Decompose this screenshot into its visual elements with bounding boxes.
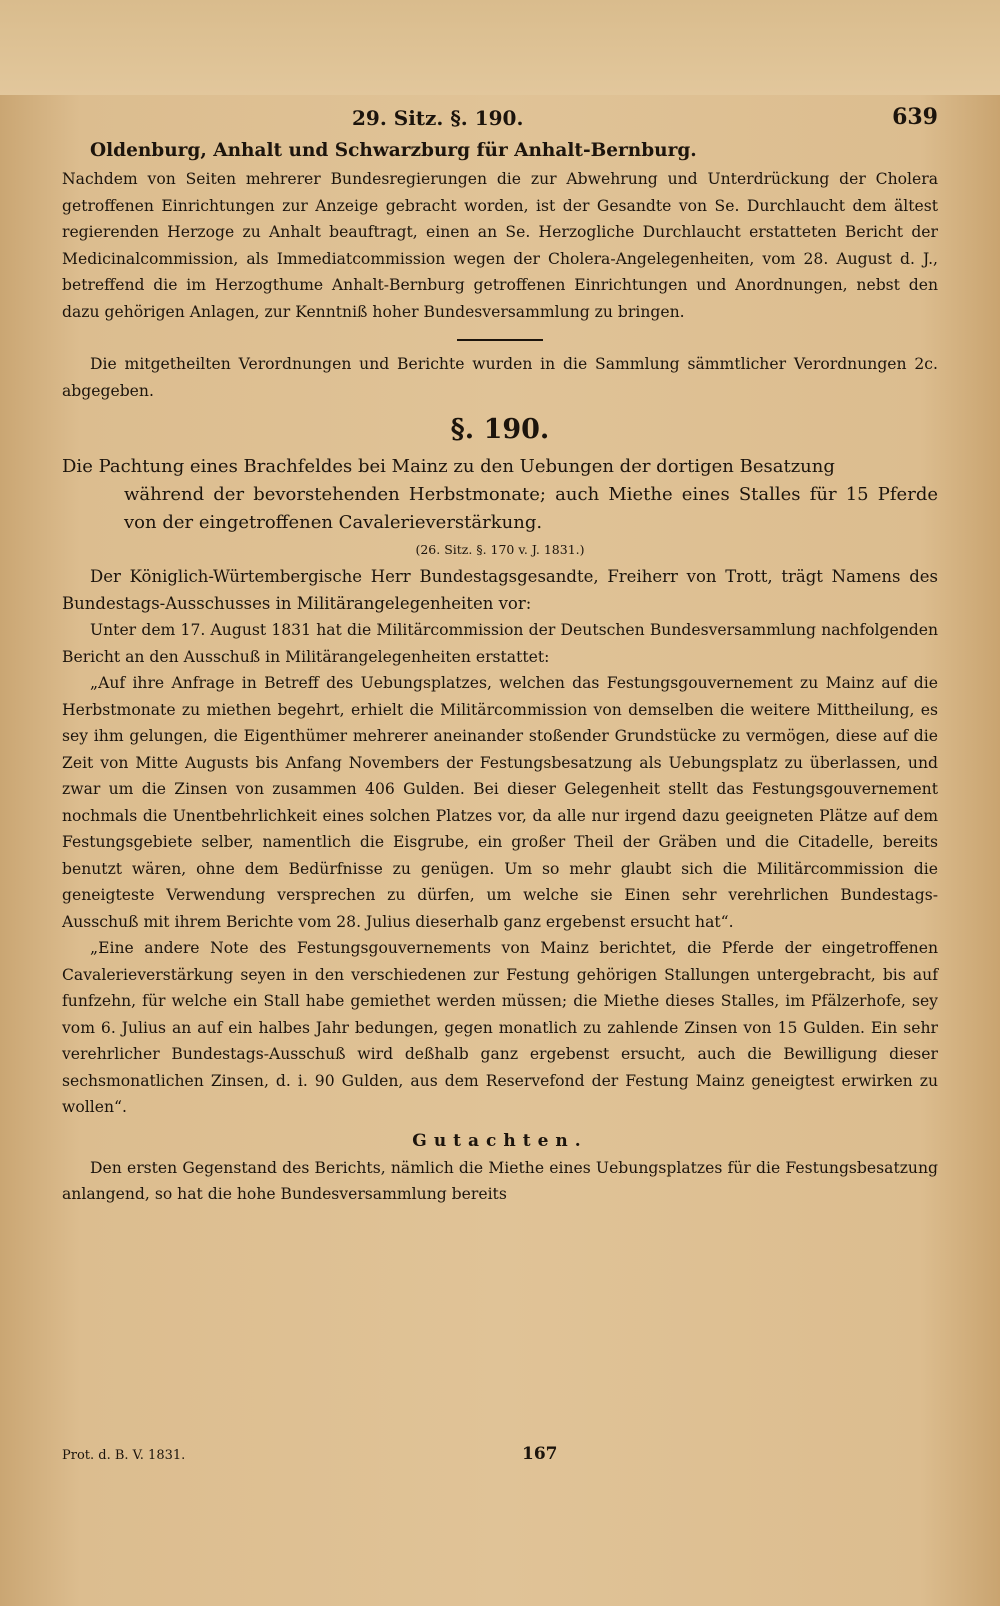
section-number: §. 190. [450, 414, 550, 445]
section-paragraph-2: „Auf ihre Anfrage in Betreff des Uebungsplatzes, welchen das Festungsgouvernement zu Mainz auf die Herbstmonate zu miethen begehrt, erhielt die Militärcommission von demselben die weitere Mittheilung, es sey ihm gelungen, die Eigenthümer mehrerer aneinander stoßender Grundstücke zu vermögen, diese auf die Zeit von Mitte Augusts bis Anfang Novembers der Festungsbesatzung als Uebungsplatz zu überlassen, und zwar um die Zinsen von zusammen 406 Gulden. Bei dieser Gelegenheit stellt das Festungsgouvernement nochmals die Unentbehrlichkeit eines solchen Platzes vor, da alle nur irgend dazu geeigneten Plätze auf dem Festungsgebiete selber, namentlich die Eisgrube, ein großer Theil der Gräben und die Citadelle, bereits benutzt wären, ohne dem Bedürfnisse zu genügen. Um so mehr glaubt sich die Militärcommission die geneigteste Verwendung versprechen zu dürfen, um welche sie Einen sehr verehrlichen Bundestags-Ausschuß mit ihrem Berichte vom 28. Julius dieserhalb ganz ergebenst ersucht hat“. [62, 674, 938, 931]
separator-rule [457, 339, 543, 341]
footer-signature: 167 [522, 1444, 558, 1464]
section-topic-line1: Die Pachtung eines Brachfeldes bei Mainz zu den Uebungen der dortigen Besatzung [62, 456, 835, 477]
section-topic [62, 453, 938, 537]
section-lead: Der Königlich-Würtembergische Herr Bundestagsgesandte, Freiherr von Trott, trägt Namens des Bundestags-Ausschusses in Militärangelegenheiten vor: [62, 567, 938, 613]
previous-item-body: Nachdem von Seiten mehrerer Bundesregierungen die zur Abwehrung und Unterdrückung der Cholera getroffenen Einrichtungen zur Anzeige gebracht worden, ist der Gesandte von Se. Durchlaucht dem ältest regierenden Herzoge zu Anhalt beauftragt, einen an Se. Herzogliche Durchlaucht erstatteten Bericht der Medicinalcommission, als Immediatcommission wegen der Cholera-Angelegenheiten, vom 28. August d. J., betreffend die im Herzogthume Anhalt-Bernburg getroffenen Einrichtungen und Anordnungen, nebst den dazu gehörigen Anlagen, zur Kenntniß hoher Bundesversammlung zu bringen. [62, 170, 938, 321]
section-paragraph-1: Unter dem 17. August 1831 hat die Militärcommission der Deutschen Bundesversammlung nachfolgenden Bericht an den Ausschuß in Militärangelegenheiten erstattet: [62, 621, 938, 666]
page-top-margin [0, 0, 1000, 95]
section-topic-line2: während der bevorstehenden Herbstmonate; auch Miethe eines Stalles für 15 Pferde von der eingetroffenen Cavalerieverstärkung. [124, 484, 938, 533]
running-header [62, 100, 938, 136]
previous-item-note: Die mitgetheilten Verordnungen und Berichte wurden in die Sammlung sämmtlicher Verordnungen 2c. abgegeben. [62, 355, 938, 400]
footer-protocol: Prot. d. B. V. 1831. [62, 1448, 186, 1463]
gutachten-title: Gutachten. [412, 1130, 588, 1151]
header-sitting: 29. Sitz. §. 190. [352, 106, 524, 130]
previous-item-heading: Oldenburg, Anhalt und Schwarzburg für Anhalt-Bernburg. [90, 140, 697, 161]
page-number: 639 [892, 104, 938, 130]
text-block [62, 100, 938, 1208]
section-paragraph-3: „Eine andere Note des Festungsgouvernements von Mainz berichtet, die Pferde der eingetroffenen Cavalerieverstärkung seyen in den verschiedenen zur Festung gehörigen Stallungen untergebracht, bis auf funfzehn, für welche ein Stall habe gemiethet werden müssen; die Miethe dieses Stalles, im Pfälzerhofe, sey vom 6. Julius an auf ein halbes Jahr bedungen, gegen monatlich zu zahlende Zinsen von 15 Gulden. Ein sehr verehrlicher Bundestags-Ausschuß wird deßhalb ganz ergebenst ersucht, auch die Bewilligung dieser sechsmonatlichen Zinsen, d. i. 90 Gulden, aus dem Reservefond der Festung Mainz geneigtest erwirken zu wollen“. [62, 939, 938, 1116]
section-reference: (26. Sitz. §. 170 v. J. 1831.) [415, 542, 585, 557]
page-footer [62, 1444, 938, 1468]
gutachten-text: Den ersten Gegenstand des Berichts, nämlich die Miethe eines Uebungsplatzes für die Festungsbesatzung anlangend, so hat die hohe Bundesversammlung bereits [62, 1158, 938, 1203]
